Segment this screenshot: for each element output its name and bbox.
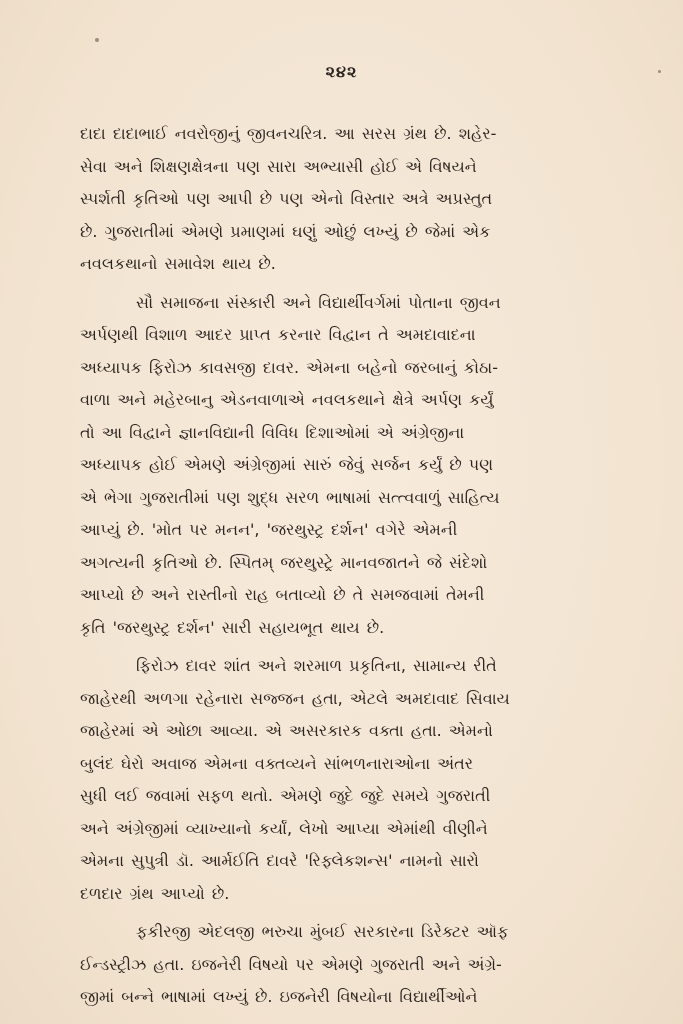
paragraph [80,650,628,910]
text-line: આપ્યો છે અને રાસ્તીનો રાહ બતાવ્યો છે તે સમજવામાં તેમની [80,585,485,604]
text-line: જાહેરથી અળગા રહેનારા સજ્જન હતા, એટલે અમદાવાદ સિવાય [80,688,510,708]
text-line: સ્પર્શતી કૃતિઓ પણ આપી છે પણ એનો વિસ્તાર અત્રે અપ્રસ્તુત [80,189,493,208]
text-line: આપ્યું છે. 'મોત પર મનન', 'જરથુસ્ટ્ર દર્શન' વગેરે એમની [80,520,458,539]
page-number: ૨૪૨ [325,62,358,81]
paragraph [80,118,628,281]
text-line: છે. ગુજરાતીમાં એમણે પ્રમાણમાં ઘણું ઓછું લખ્યું છે જેમાં એક [80,221,491,241]
text-line: તો આ વિદ્વાને જ્ઞાનવિદ્યાની વિવિધ દિશાઓમાં એ અંગ્રેજીના [80,422,465,442]
text-line: સેવા અને શિક્ષણક્ષેત્રના પણ સારા અભ્યાસી હોઈ એ વિષયને [80,156,477,176]
text-line: દળદાર ગ્રંથ આપ્યો છે. [80,883,230,903]
body-text [80,118,628,1020]
text-line: ફિરોઝ દાવર શાંત અને શરમાળ પ્રકૃતિના, સામાન્ય રીતે [136,656,497,675]
paragraph [80,916,628,1014]
text-line: જાહેરમાં એ ઓછા આવ્યા. એ અસરકારક વક્તા હતા. એમનો [80,721,493,740]
text-line: અર્પણથી વિશાળ આદર પ્રાપ્ત કરનાર વિદ્વાન તે અમદાવાદના [80,325,476,344]
text-line: સૌ સમાજના સંસ્કારી અને વિદ્યાર્થીવર્ગમાં પોતાના જીવન [136,292,501,312]
text-line: બુલંદ ઘેરો અવાજ એમના વક્તવ્યને સાંભળનારાઓના અંતર [80,753,474,773]
paragraph [80,287,628,645]
text-line: અગત્યની કૃતિઓ છે. સ્પિતમ્ જરથુસ્ટ્રે માનવજાતને જે સંદેશો [80,552,488,572]
text-line: વાળા અને મહેરબાનુ એડનવાળાએ નવલકથાને ક્ષેત્રે અર્પણ કર્યું [80,390,494,409]
text-line: એમના સુપુત્રી ડૉ. આર્મઈતિ દાવરે 'રિફ્લેકશન્સ' નામનો સારો [80,851,479,870]
text-line: અધ્યાપક હોઈ એમણે અંગ્રેજીમાં સારું જેવું સર્જન કર્યું છે પણ [80,455,494,474]
text-line: નવલકથાનો સમાવેશ થાય છે. [80,254,276,273]
text-line: કૃતિ 'જરથુસ્ટ્ર દર્શન' સારી સહાયભૂત થાય છે. [80,617,385,637]
text-line: અને અંગ્રેજીમાં વ્યાખ્યાનો કર્યાં, લેખો આપ્યા એમાંથી વીણીને [80,818,488,838]
paper-speck [95,38,99,42]
text-line: ઈન્ડસ્ટ્રીઝ હતા. ઇજનેરી વિષયો પર એમણે ગુજરાતી અને અંગ્રે- [80,954,502,974]
text-line: સુધી લઈ જવામાં સફળ થતો. એમણે જુદે જુદે સમયે ગુજરાતી [80,786,491,805]
text-line: ફકીરજી એદલજી ભરુચા મુંબઈ સરકારના ડિરેક્ટર ઑફ [136,922,509,941]
text-line: જીમાં બન્ને ભાષામાં લખ્યું છે. ઇજનેરી વિષયોના વિદ્યાર્થીઓને [80,987,478,1006]
text-line: એ ભેગા ગુજરાતીમાં પણ શુદ્ધ સરળ ભાષામાં સત્ત્વવાળું સાહિત્ય [80,487,500,507]
text-line: દાદા દાદાભાઈ નવરોજીનું જીવનચરિત્ર. આ સરસ ગ્રંથ છે. શહેર- [80,124,497,143]
text-line: અધ્યાપક ફિરોઝ કાવસજી દાવર. એમના બહેનો જરબાનું કોઠા- [80,357,498,377]
